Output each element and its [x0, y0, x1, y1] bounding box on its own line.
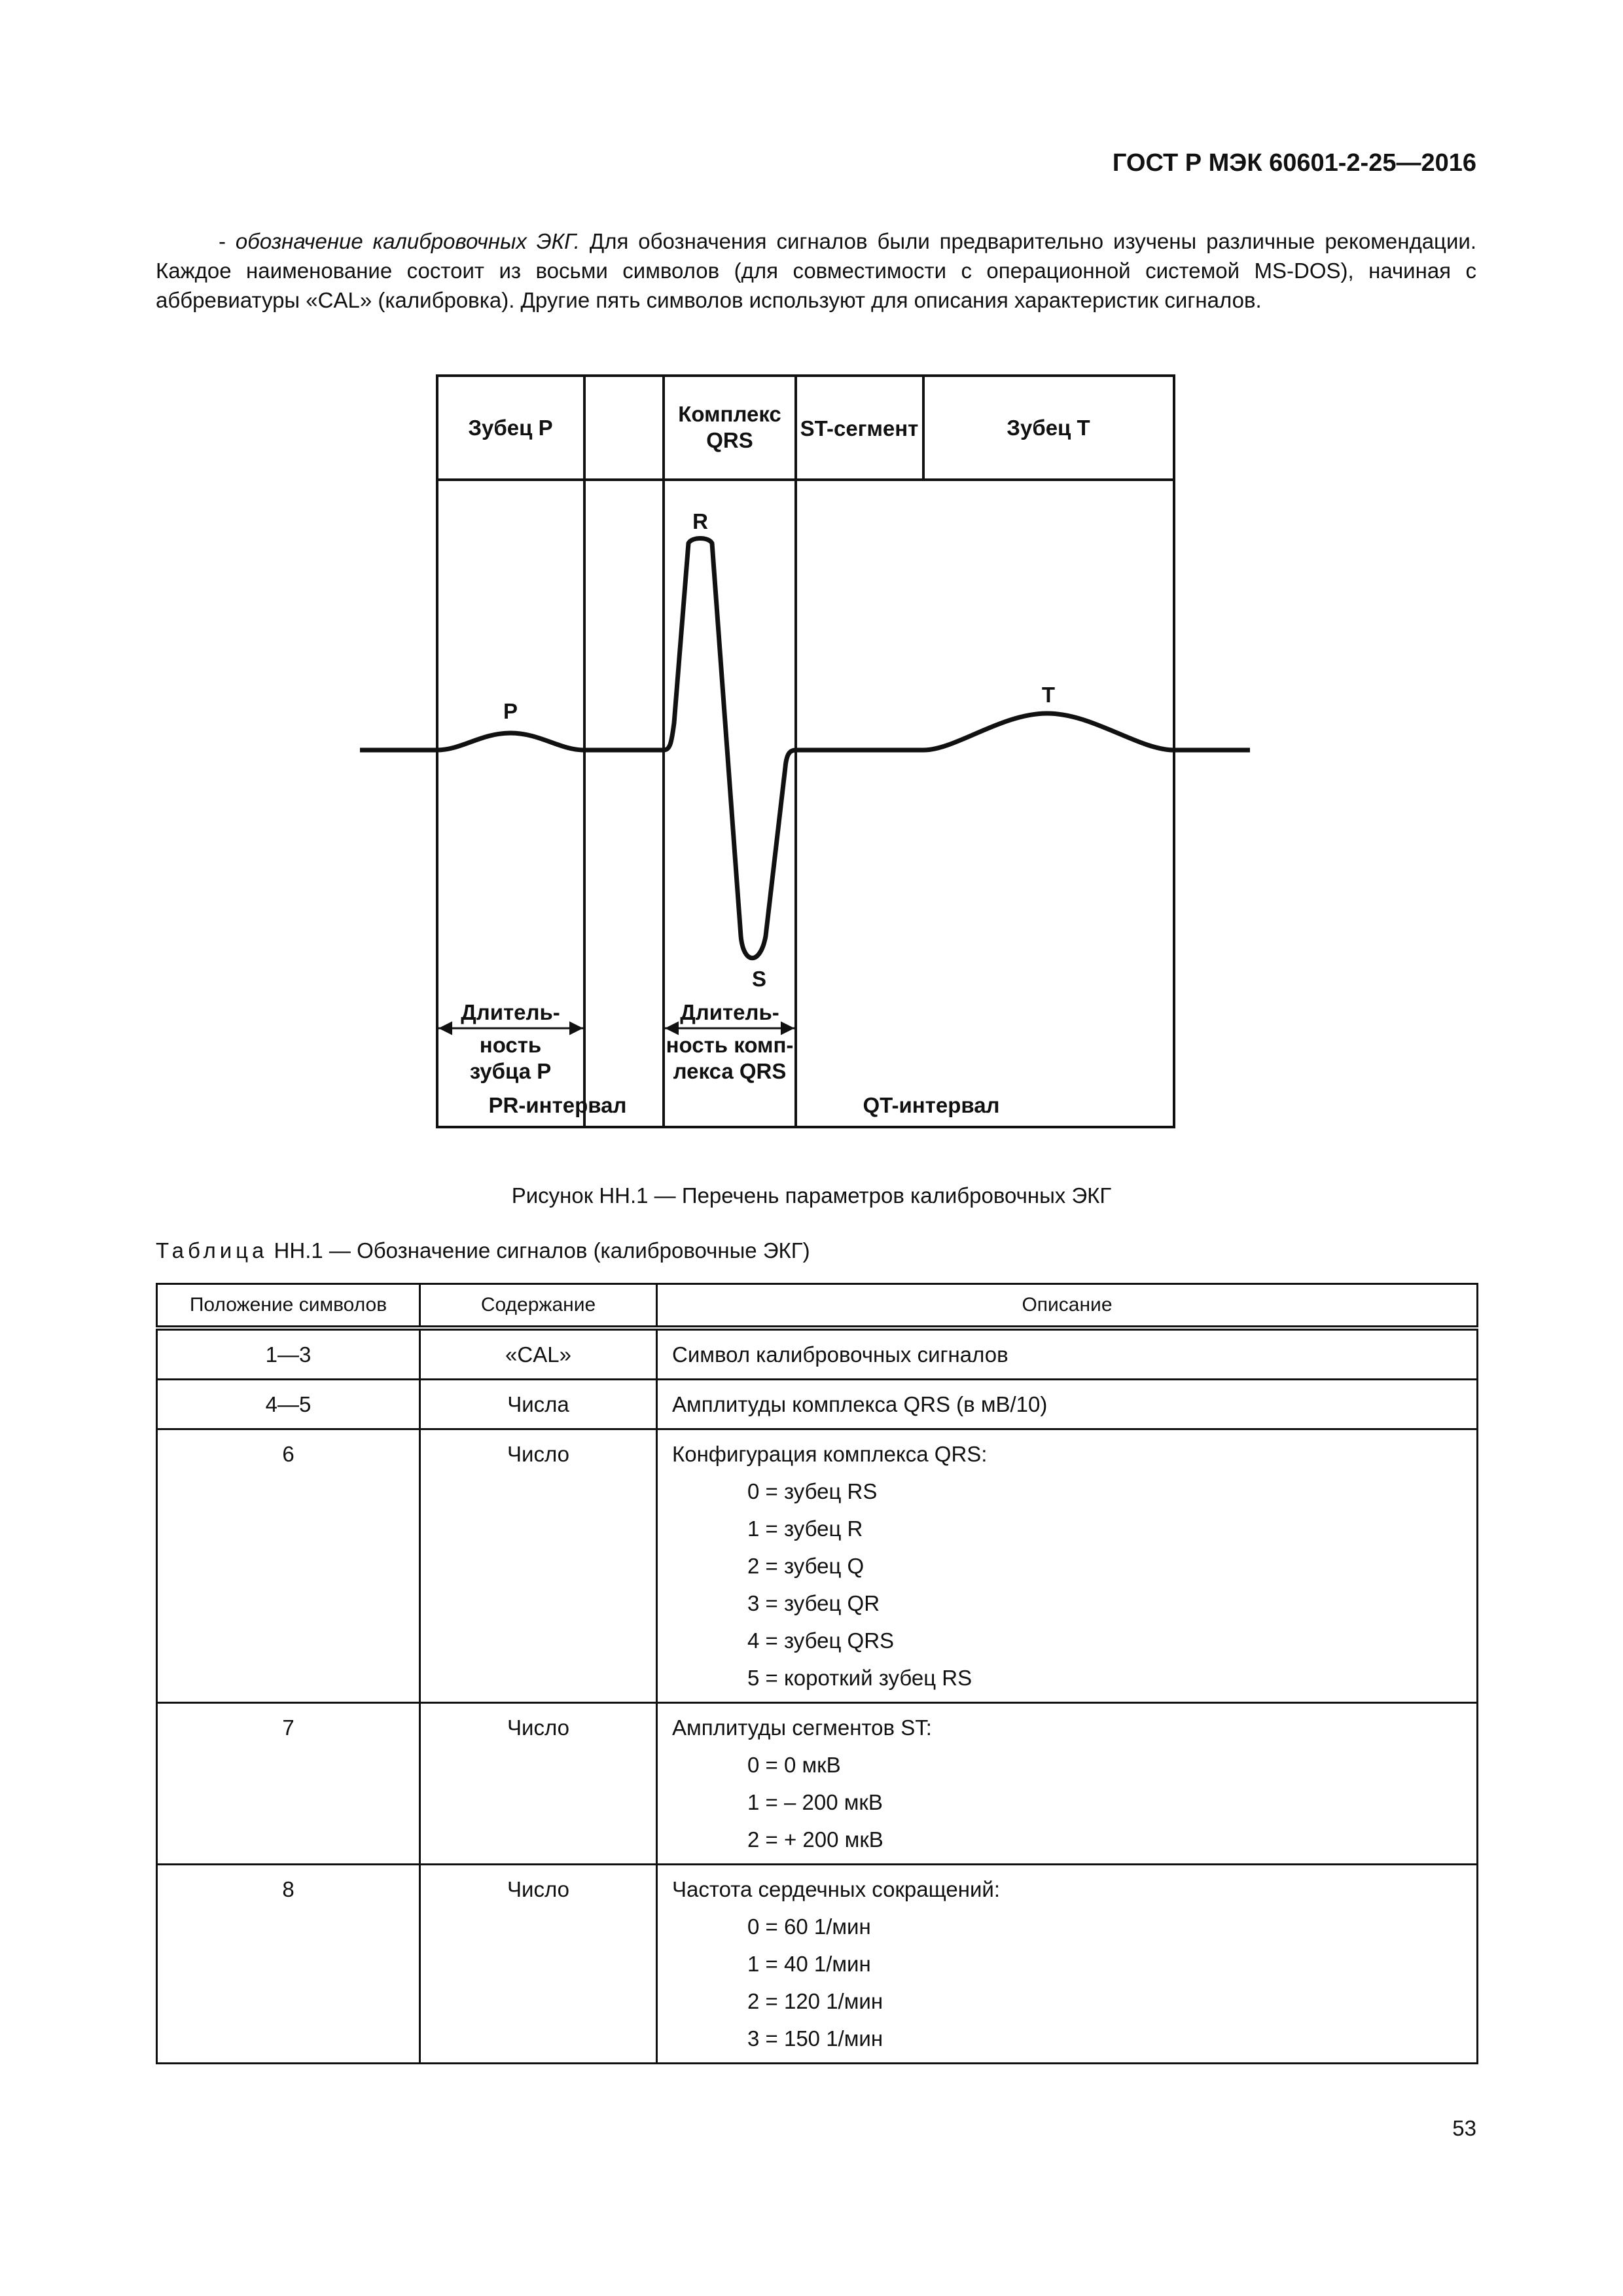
description-text: Символ калибровочных сигналов: [672, 1342, 1008, 1367]
option-item: 2 = зубец Q: [747, 1554, 865, 1578]
description-text: Амплитуды комплекса QRS (в мВ/10): [672, 1392, 1048, 1416]
wave-label-r: R: [692, 509, 708, 533]
intro-term: обозначение калибровочных ЭКГ.: [235, 229, 580, 253]
option-item: 3 = зубец QR: [747, 1591, 880, 1615]
option-item: 1 = зубец R: [747, 1516, 863, 1541]
header-position: Положение символов: [157, 1284, 420, 1329]
table-row: [157, 1703, 1478, 1865]
wave-label-t: T: [1041, 683, 1056, 707]
cell-content: Число: [420, 1865, 657, 2064]
intro-lead: -: [219, 229, 236, 253]
table-row: [157, 1328, 1478, 1380]
description-text: Конфигурация комплекса QRS:: [672, 1442, 988, 1466]
cell-description: [657, 1429, 1478, 1703]
col-t-label: Зубец T: [1007, 416, 1090, 440]
qrs-duration-line1: Длитель-: [680, 1000, 779, 1024]
option-item: 4 = зубец QRS: [747, 1628, 895, 1653]
intro-text: Для обозначения сигналов были предварительно изучены различные рекомендации. Каждое наименование состоит из восьми символов (для совместимости с операционной системой MS-DOS), начиная с аббревиатуры «CAL» (калибровка). Другие пять символов используют для описания характеристик сигналов.: [156, 229, 1476, 312]
figure-caption: Рисунок НН.1 — Перечень параметров калибровочных ЭКГ: [511, 1183, 1112, 1208]
cell-content: «CAL»: [420, 1328, 657, 1380]
option-item: 1 = – 200 мкВ: [747, 1790, 883, 1814]
col-qrs-label-line1: Комплекс: [678, 402, 781, 426]
p-duration-line2: ность: [479, 1033, 542, 1057]
ecg-waveform: [360, 539, 1250, 958]
option-item: 1 = 40 1/мин: [747, 1952, 871, 1976]
option-item: 0 = зубец RS: [747, 1479, 878, 1503]
header-content: Содержание: [420, 1284, 657, 1329]
option-item: 2 = + 200 мкВ: [747, 1827, 883, 1852]
cell-content: Число: [420, 1703, 657, 1865]
wave-label-s: S: [751, 967, 767, 991]
cell-position: 6: [157, 1429, 420, 1703]
cell-content: Числа: [420, 1380, 657, 1429]
cell-position: 7: [157, 1703, 420, 1865]
qt-interval-label: QT-интервал: [863, 1093, 1000, 1117]
col-st-label: ST-сегмент: [800, 416, 919, 440]
table-row: [157, 1429, 1478, 1703]
document-code: ГОСТ Р МЭК 60601-2-25—2016: [1112, 149, 1476, 177]
wave-label-p: P: [503, 699, 518, 723]
cell-description: [657, 1865, 1478, 2064]
pr-interval-label: PR-интервал: [488, 1093, 627, 1117]
table-header-row: [157, 1284, 1478, 1329]
cell-description: [657, 1703, 1478, 1865]
signal-codes-table: [156, 1283, 1478, 2064]
p-duration-line3: зубца P: [469, 1059, 552, 1083]
qrs-duration-line3: лекса QRS: [673, 1059, 787, 1083]
description-text: Частота сердечных сокращений:: [672, 1877, 1001, 1901]
cell-description: [657, 1328, 1478, 1380]
option-item: 2 = 120 1/мин: [747, 1989, 883, 2013]
option-item: 0 = 0 мкВ: [747, 1753, 841, 1777]
page-number: 53: [1452, 2116, 1476, 2140]
option-item: 5 = короткий зубец RS: [747, 1666, 972, 1690]
table-title-prefix: Таблица: [156, 1238, 268, 1263]
option-item: 0 = 60 1/мин: [747, 1914, 871, 1939]
cell-position: 8: [157, 1865, 420, 2064]
cell-position: 4—5: [157, 1380, 420, 1429]
table-title: [156, 1238, 810, 1263]
table-title-rest: НН.1 — Обозначение сигналов (калибровочные ЭКГ): [268, 1238, 810, 1263]
cell-position: 1—3: [157, 1328, 420, 1380]
p-duration-line1: Длитель-: [461, 1000, 560, 1024]
cell-content: Число: [420, 1429, 657, 1703]
col-qrs-label-line2: QRS: [706, 428, 753, 452]
table-row: [157, 1380, 1478, 1429]
header-description: Описание: [657, 1284, 1478, 1329]
qrs-duration-line2: ность комп-: [666, 1033, 794, 1057]
option-item: 3 = 150 1/мин: [747, 2026, 883, 2051]
col-p-label: Зубец P: [468, 416, 553, 440]
cell-description: [657, 1380, 1478, 1429]
description-text: Амплитуды сегментов ST:: [672, 1715, 932, 1740]
table-row: [157, 1865, 1478, 2064]
